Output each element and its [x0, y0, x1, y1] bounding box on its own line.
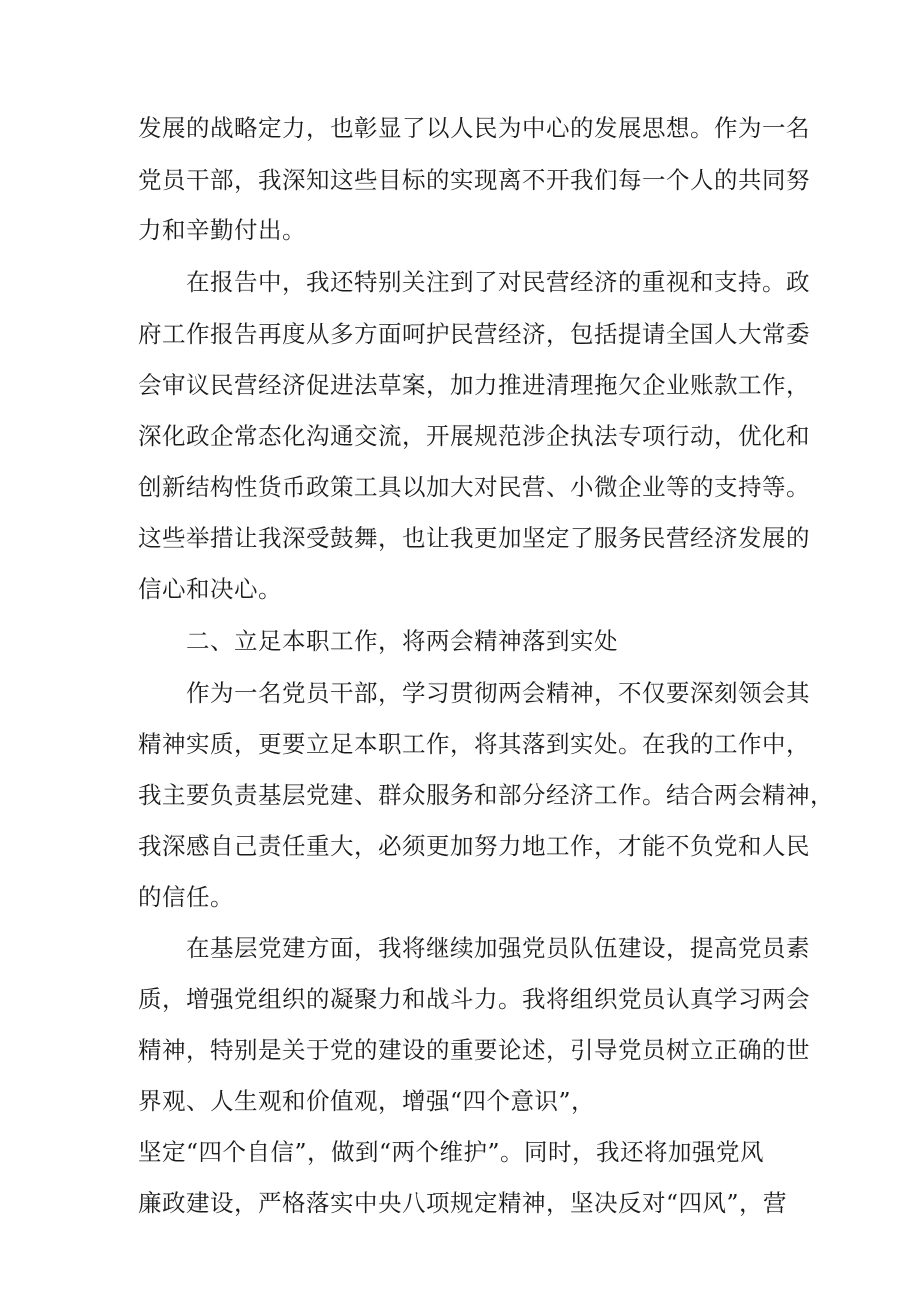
text-line: 信心和决心。	[138, 575, 282, 603]
text-line: 创新结构性货币政策工具以加大对民营、小微企业等的支持等。	[138, 473, 810, 501]
paragraph-first-line: 作为一名党员干部，学习贯彻两会精神，不仅要深刻领会其	[186, 679, 810, 707]
text-line: 我主要负责基层党建、群众服务和部分经济工作。结合两会精神，	[138, 781, 834, 809]
text-line: 界观、人生观和价值观，增强“四个意识”，	[138, 1087, 596, 1115]
text-line: 的信任。	[138, 883, 234, 911]
text-line: 坚定“四个自信”，做到“两个维护”。同时，我还将加强党风	[138, 1138, 765, 1166]
text-line: 发展的战略定力，也彰显了以人民为中心的发展思想。作为一名	[138, 114, 810, 142]
text-line: 廉政建设，严格落实中央八项规定精神，坚决反对“四风”，营	[138, 1189, 788, 1217]
text-line: 力和辛勤付出。	[138, 216, 306, 244]
text-line: 精神，特别是关于党的建设的重要论述，引导党员树立正确的世	[138, 1036, 810, 1064]
text-line: 这些举措让我深受鼓舞，也让我更加坚定了服务民营经济发展的	[138, 524, 810, 552]
paragraph-first-line: 在报告中，我还特别关注到了对民营经济的重视和支持。政	[186, 268, 810, 296]
text-line: 深化政企常态化沟通交流，开展规范涉企执法专项行动，优化和	[138, 422, 810, 450]
text-line: 质，增强党组织的凝聚力和战斗力。我将组织党员认真学习两会	[138, 985, 810, 1013]
text-line: 会审议民营经济促进法草案，加力推进清理拖欠企业账款工作，	[138, 371, 810, 399]
text-line: 党员干部，我深知这些目标的实现离不开我们每一个人的共同努	[138, 166, 810, 194]
text-line: 我深感自己责任重大，必须更加努力地工作，才能不负党和人民	[138, 832, 810, 860]
section-heading: 二、立足本职工作，将两会精神落到实处	[186, 627, 618, 655]
text-line: 精神实质，更要立足本职工作，将其落到实处。在我的工作中，	[138, 730, 810, 758]
paragraph-first-line: 在基层党建方面，我将继续加强党员队伍建设，提高党员素	[186, 934, 810, 962]
text-line: 府工作报告再度从多方面呵护民营经济，包括提请全国人大常委	[138, 320, 810, 348]
